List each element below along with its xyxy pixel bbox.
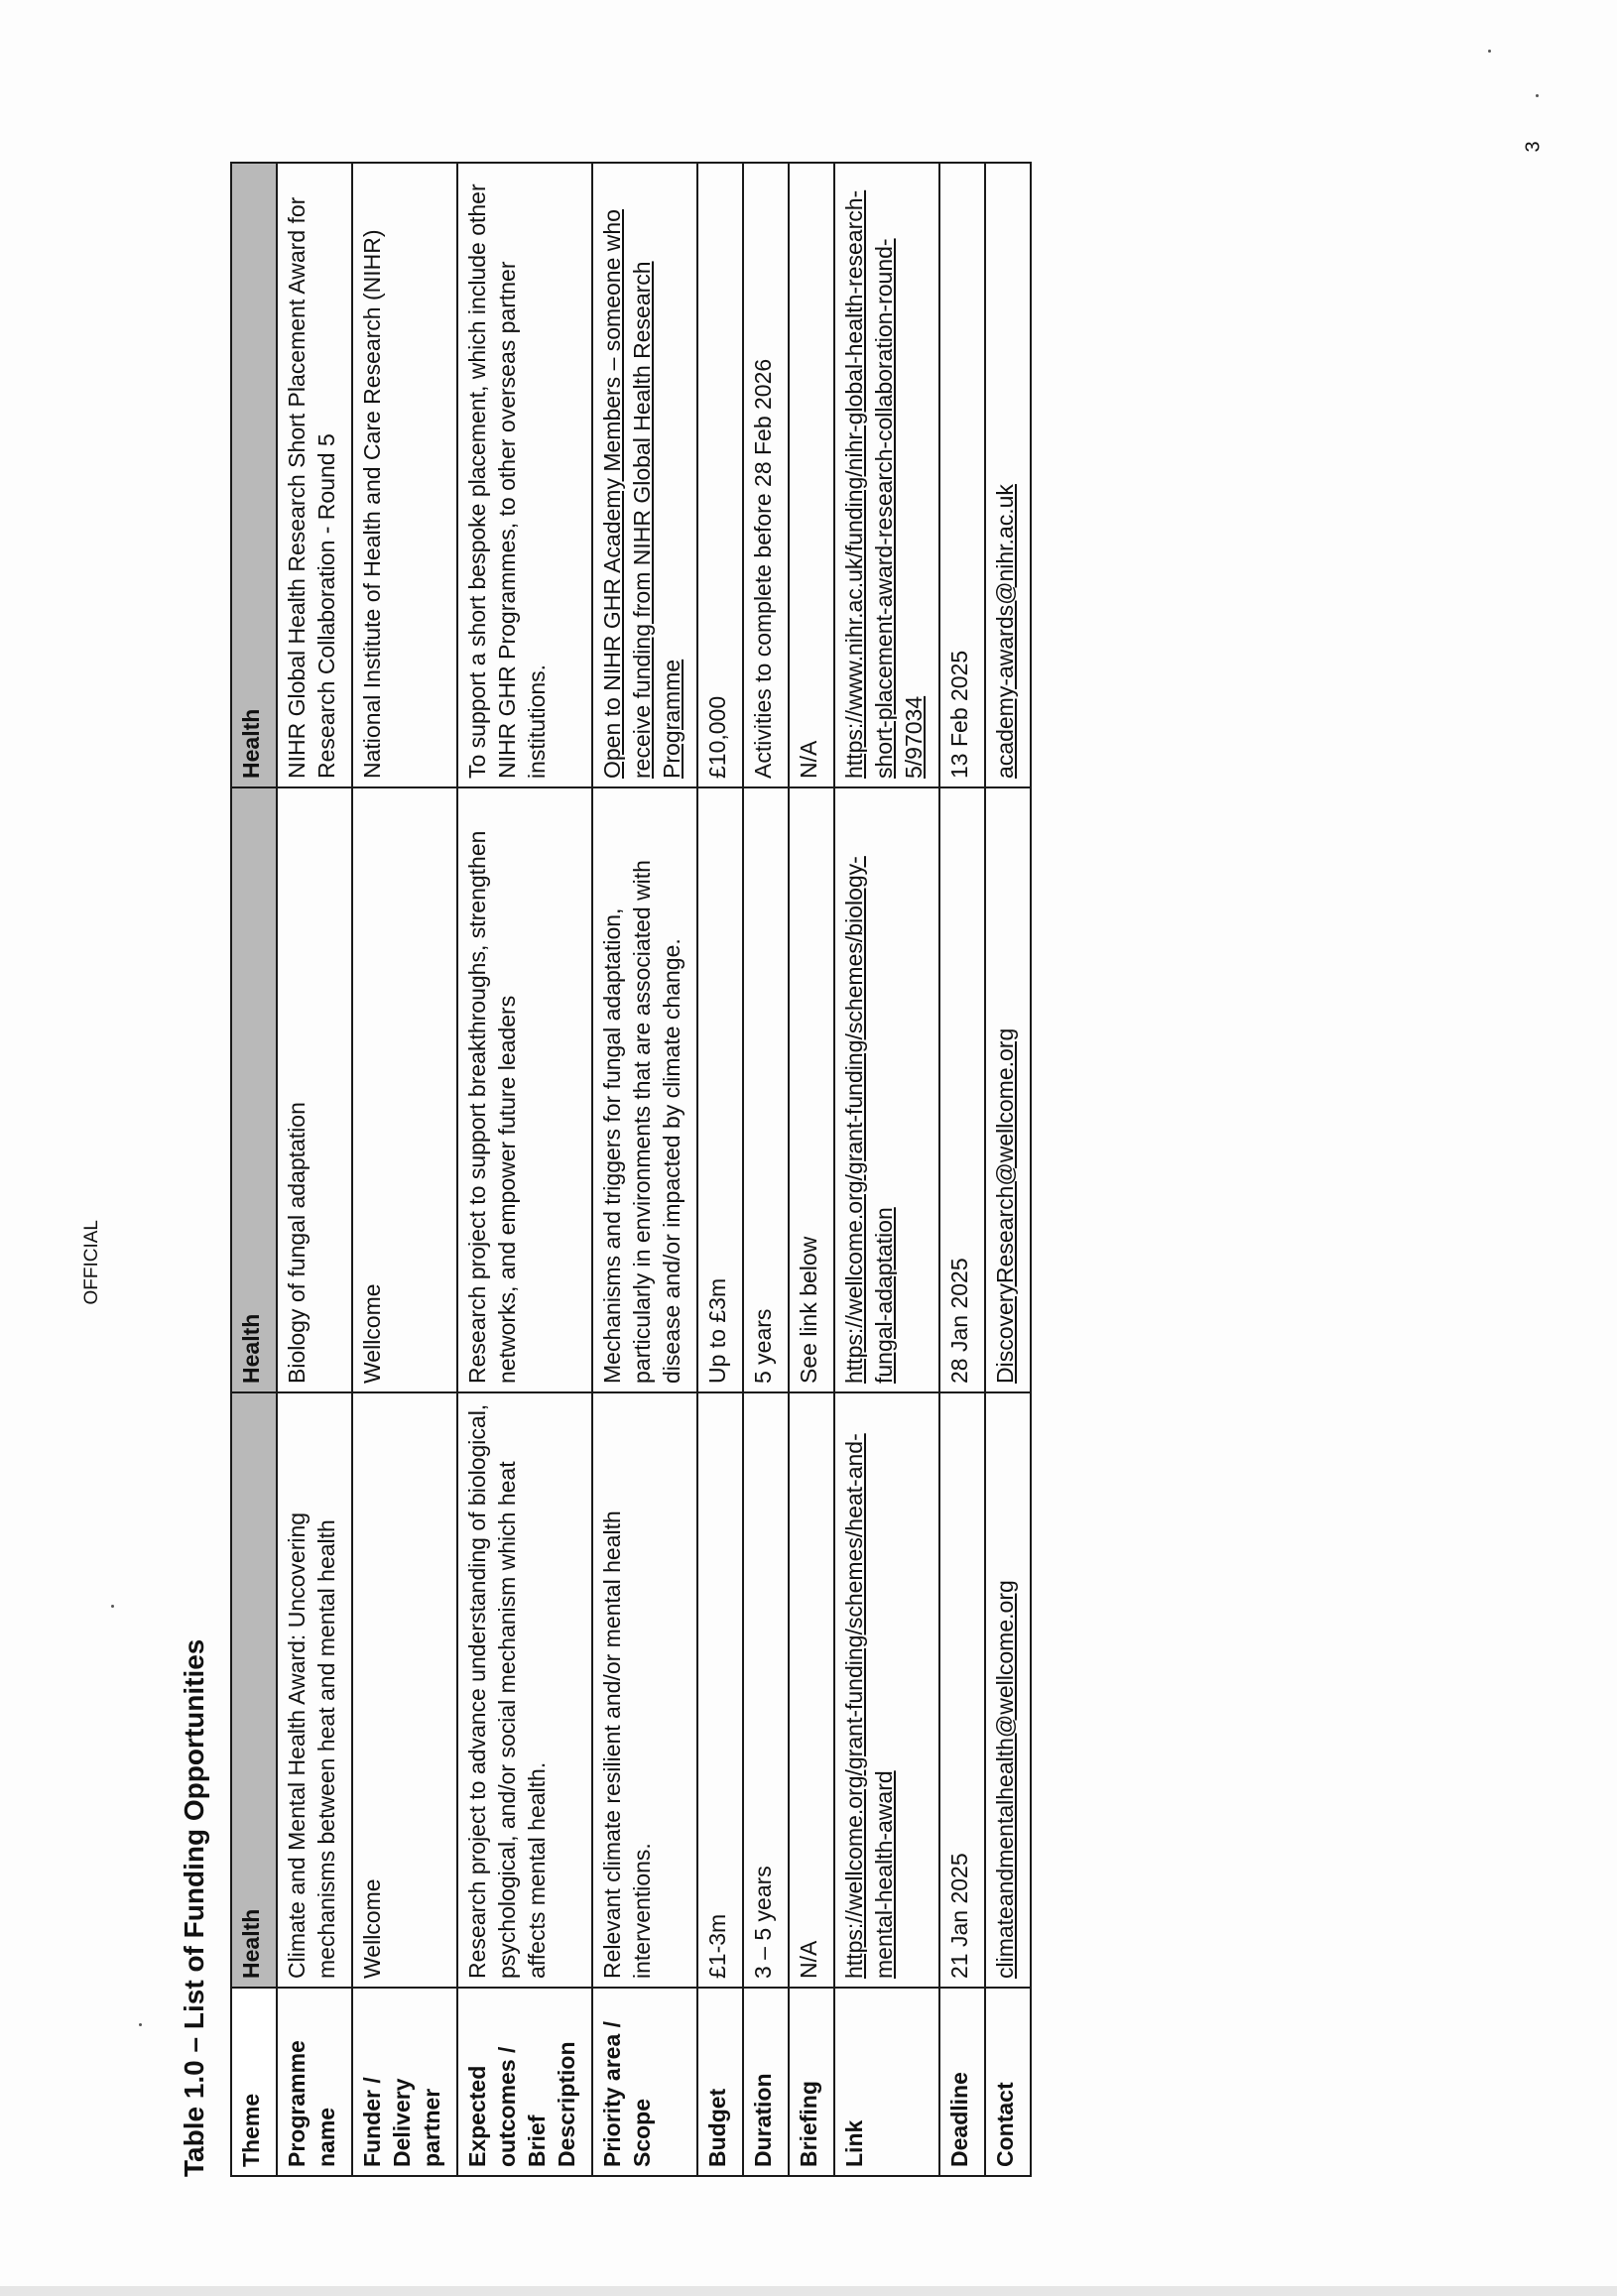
table-row-duration xyxy=(743,163,789,2176)
rotated-table-block xyxy=(179,104,1607,2177)
table-cell: 28 Jan 2025 xyxy=(939,787,985,1392)
table-cell: Activities to complete before 28 Feb 2026 xyxy=(743,163,789,787)
grant-link[interactable]: https://www.nihr.ac.uk/funding/nihr-global-health-research-short-placement-award-research-collaboration-round-5/97034 xyxy=(834,163,939,787)
row-label: Duration xyxy=(743,1988,789,2176)
contact-email-link[interactable]: climateandmentalhealth@wellcome.org xyxy=(985,1392,1031,1988)
scan-speck xyxy=(139,2023,142,2026)
scan-speck xyxy=(111,1605,114,1608)
column-header: Health xyxy=(231,1392,277,1988)
page-number-label: 3 xyxy=(1522,141,1545,153)
table-cell: Wellcome xyxy=(352,1392,457,1988)
row-label: Contact xyxy=(985,1988,1031,2176)
scan-edge xyxy=(0,2286,1617,2296)
table-row-link xyxy=(834,163,939,2176)
table-row-priority-area xyxy=(592,163,697,2176)
row-label: Budget xyxy=(697,1988,743,2176)
table-cell: National Institute of Health and Care Research (NIHR) xyxy=(352,163,457,787)
table-row-funder xyxy=(352,163,457,2176)
table-title: Table 1.0 – List of Funding Opportunities xyxy=(179,1638,209,2177)
contact-email-link[interactable]: DiscoveryResearch@wellcome.org xyxy=(985,787,1031,1392)
column-header: Health xyxy=(231,163,277,787)
grant-link[interactable]: https://wellcome.org/grant-funding/schemes/biology-fungal-adaptation xyxy=(834,787,939,1392)
table-cell-link[interactable]: Open to NIHR GHR Academy Members – someone who receive funding from NIHR Global Health Research Programme xyxy=(592,163,697,787)
contact-email-link[interactable]: academy-awards@nihr.ac.uk xyxy=(985,163,1031,787)
table-cell: N/A xyxy=(789,1392,834,1988)
table-cell: 21 Jan 2025 xyxy=(939,1392,985,1988)
table-header-row xyxy=(231,163,277,2176)
scan-speck xyxy=(1536,94,1539,97)
row-label: Deadline xyxy=(939,1988,985,2176)
row-label: Briefing xyxy=(789,1988,834,2176)
classification-marking xyxy=(81,1220,111,1359)
table-cell: Up to £3m xyxy=(697,787,743,1392)
table-cell: £1-3m xyxy=(697,1392,743,1988)
table-cell: 13 Feb 2025 xyxy=(939,163,985,787)
row-label: Funder / Delivery partner xyxy=(352,1988,457,2176)
table-row-programme-name xyxy=(277,163,352,2176)
table-cell: 3 – 5 years xyxy=(743,1392,789,1988)
table-cell: Wellcome xyxy=(352,787,457,1392)
table-row-briefing xyxy=(789,163,834,2176)
funding-opportunities-table xyxy=(230,162,1032,2177)
table-cell: Relevant climate resilient and/or mental health interventions. xyxy=(592,1392,697,1988)
classification-label: OFFICIAL xyxy=(81,1220,102,1305)
table-cell: To support a short bespoke placement, which include other NIHR GHR Programmes, to other overseas partner institutions. xyxy=(457,163,592,787)
row-label: Priority area / Scope xyxy=(592,1988,697,2176)
table-cell: Mechanisms and triggers for fungal adaptation, particularly in environments that are associated with disease and/or impacted by climate change. xyxy=(592,787,697,1392)
table-cell: Research project to advance understanding of biological, psychological, and/or social mechanism which heat affects mental health. xyxy=(457,1392,592,1988)
table-cell: NIHR Global Health Research Short Placement Award for Research Collaboration - Round 5 xyxy=(277,163,352,787)
table-cell: Biology of fungal adaptation xyxy=(277,787,352,1392)
table-cell: £10,000 xyxy=(697,163,743,787)
table-cell: N/A xyxy=(789,163,834,787)
row-label: Programme name xyxy=(277,1988,352,2176)
table-cell: 5 years xyxy=(743,787,789,1392)
table-row-contact xyxy=(985,163,1031,2176)
scan-speck xyxy=(1488,50,1491,53)
grant-link[interactable]: https://wellcome.org/grant-funding/schemes/heat-and-mental-health-award xyxy=(834,1392,939,1988)
table-row-budget xyxy=(697,163,743,2176)
theme-header: Theme xyxy=(231,1988,277,2176)
table-cell: See link below xyxy=(789,787,834,1392)
table-row-expected-outcomes xyxy=(457,163,592,2176)
table-row-deadline xyxy=(939,163,985,2176)
table-cell: Research project to support breakthroughs, strengthen networks, and empower future leaders xyxy=(457,787,592,1392)
table-cell: Climate and Mental Health Award: Uncovering mechanisms between heat and mental health xyxy=(277,1392,352,1988)
row-label: Link xyxy=(834,1988,939,2176)
row-label: Expected outcomes / Brief Description xyxy=(457,1988,592,2176)
column-header: Health xyxy=(231,787,277,1392)
